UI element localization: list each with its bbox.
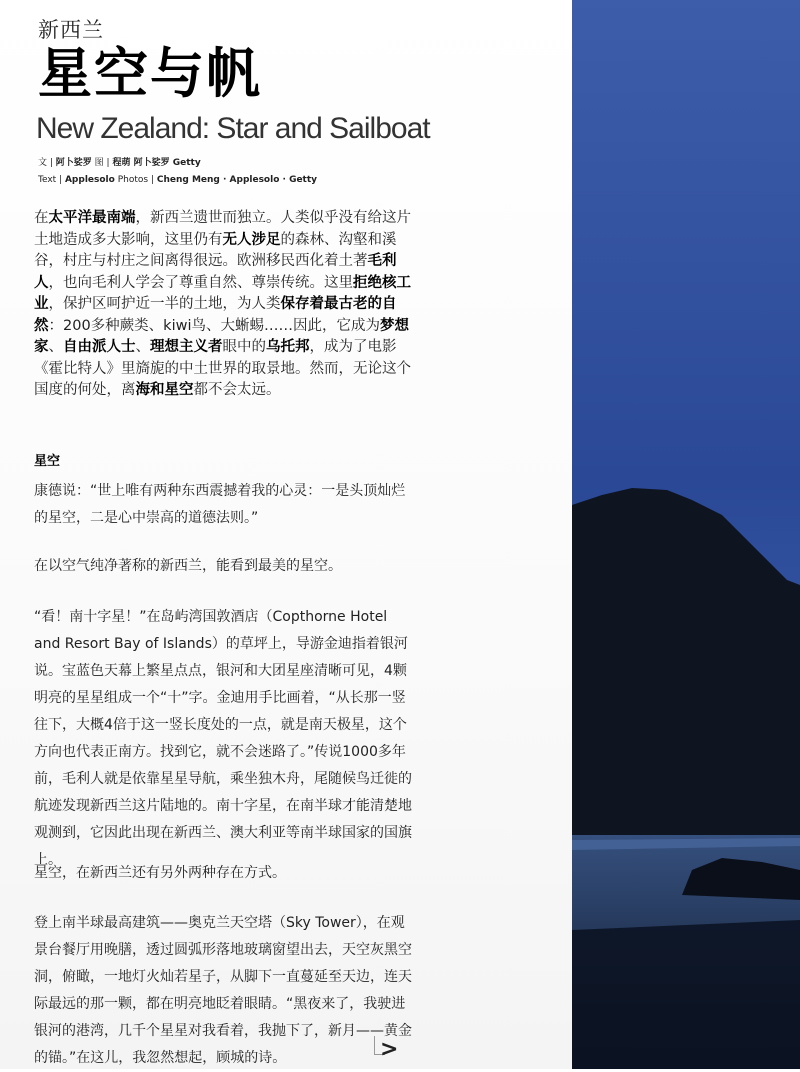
highlight: 自由派人士 [63,339,136,355]
foreground-shore [572,920,800,1069]
credit-text-label: 文 [38,158,48,168]
credit-photo-label: 图 [94,158,104,168]
credits-english: Text | Applesolo Photos | Cheng Meng · Applesolo · Getty [38,175,318,185]
highlight: 理想主义者 [150,339,223,355]
highlight: 保存着最古老的自然 [34,296,397,334]
credits-chinese: 文 | 阿卜娑罗 图 | 程萌 阿卜娑罗 Getty [38,158,201,168]
highlight: 太平洋最南端 [48,210,136,226]
highlight: 无人涉足 [222,231,281,248]
credit-text-author-en: Applesolo [64,175,115,185]
paragraph-southern-cross: “看！南十字星！”在岛屿湾国敦酒店（Copthorne Hotel and Resort Bay of Islands）的草坪上，导游金迪指着银河说。宝蓝色天幕上繁星点点，银河和大团星座清晰可见，4颗明亮的星星组成一个“十”字。金迪用手比画着，“从长那一竖往下，大概4倍于这一竖长度处的一点，就是南天极星，这个方向也代表正南方。找到它，就不会迷路了。”传说1000多年前，毛利人就是依靠星星导航，乘坐独木舟，尾随候鸟迁徙的航迹发现新西兰这片陆地的。南十字星，在南半球才能清楚地观测到，它因此出现在新西兰、澳大利亚等南半球国家的国旗上。 [34,609,412,868]
region-label: 新西兰 [38,18,104,42]
highlight: 拒绝核工业 [34,274,411,312]
night-sky-photo [572,0,800,1069]
credit-text-author: 阿卜娑罗 [55,158,92,168]
credit-photo-authors: 程萌 阿卜娑罗 Getty [112,158,201,168]
next-page-arrow-icon[interactable]: > [380,1037,399,1062]
highlight: 毛利人 [34,253,397,291]
intro-paragraph: 在太平洋最南端，新西兰遗世而独立。人类似乎没有给这片土地造成多大影响，这里仍有无人涉足的森林、沟壑和溪谷，村庄与村庄之间离得很远。欧洲移民西化着土著毛利人，也向毛利人学会了尊重自然、尊崇传统。这里拒绝核工业，保护区呵护近一半的土地，为人类保存着最古老的自然：200多种蕨类、kiwi鸟、大蜥蜴……因此，它成为梦想家、自由派人士、理想主义者眼中的乌托邦，成为了电影《霍比特人》里旖旎的中土世界的取景地。然而，无论这个国度的何处，离海和星空都不会太远。 [34,210,411,398]
article-title-english: New Zealand: Star and Sailboat [36,112,430,145]
highlight: 乌托邦 [266,339,310,355]
credit-photo-authors-en: Cheng Meng · Applesolo · Getty [156,175,318,185]
section-heading: 星空 [34,454,61,469]
sky-landscape-image [572,0,800,1069]
credit-photo-label-en: Photos [117,175,149,185]
highlight: 梦想家 [34,317,409,355]
paragraph-two-other-ways: 星空，在新西兰还有另外两种存在方式。 [34,865,286,881]
credit-text-label-en: Text [38,175,57,185]
paragraph-kant-quote: 康德说：“世上唯有两种东西震撼着我的心灵：一是头顶灿烂的星空，二是心中崇高的道德法则。” [34,483,406,526]
paragraph-sky-tower: 登上南半球最高建筑——奥克兰天空塔（Sky Tower），在观景台餐厅用晚膳，透过圆弧形落地玻璃窗望出去，天空灰黑空洞，俯瞰，一地灯火灿若星子，从脚下一直蔓延至天边，连天际最远的那一颗，都在明亮地眨着眼睛。“黑夜来了，我驶进银河的港湾，几千个星星对我看着，我抛下了，新月——黄金的锚。”在这儿，我忽然想起，顾城的诗。 [34,915,412,1066]
paragraph-clean-air: 在以空气纯净著称的新西兰，能看到最美的星空。 [34,558,342,574]
article-title-chinese: 星空与帆 [38,42,262,105]
highlight: 海和星空 [135,382,194,398]
